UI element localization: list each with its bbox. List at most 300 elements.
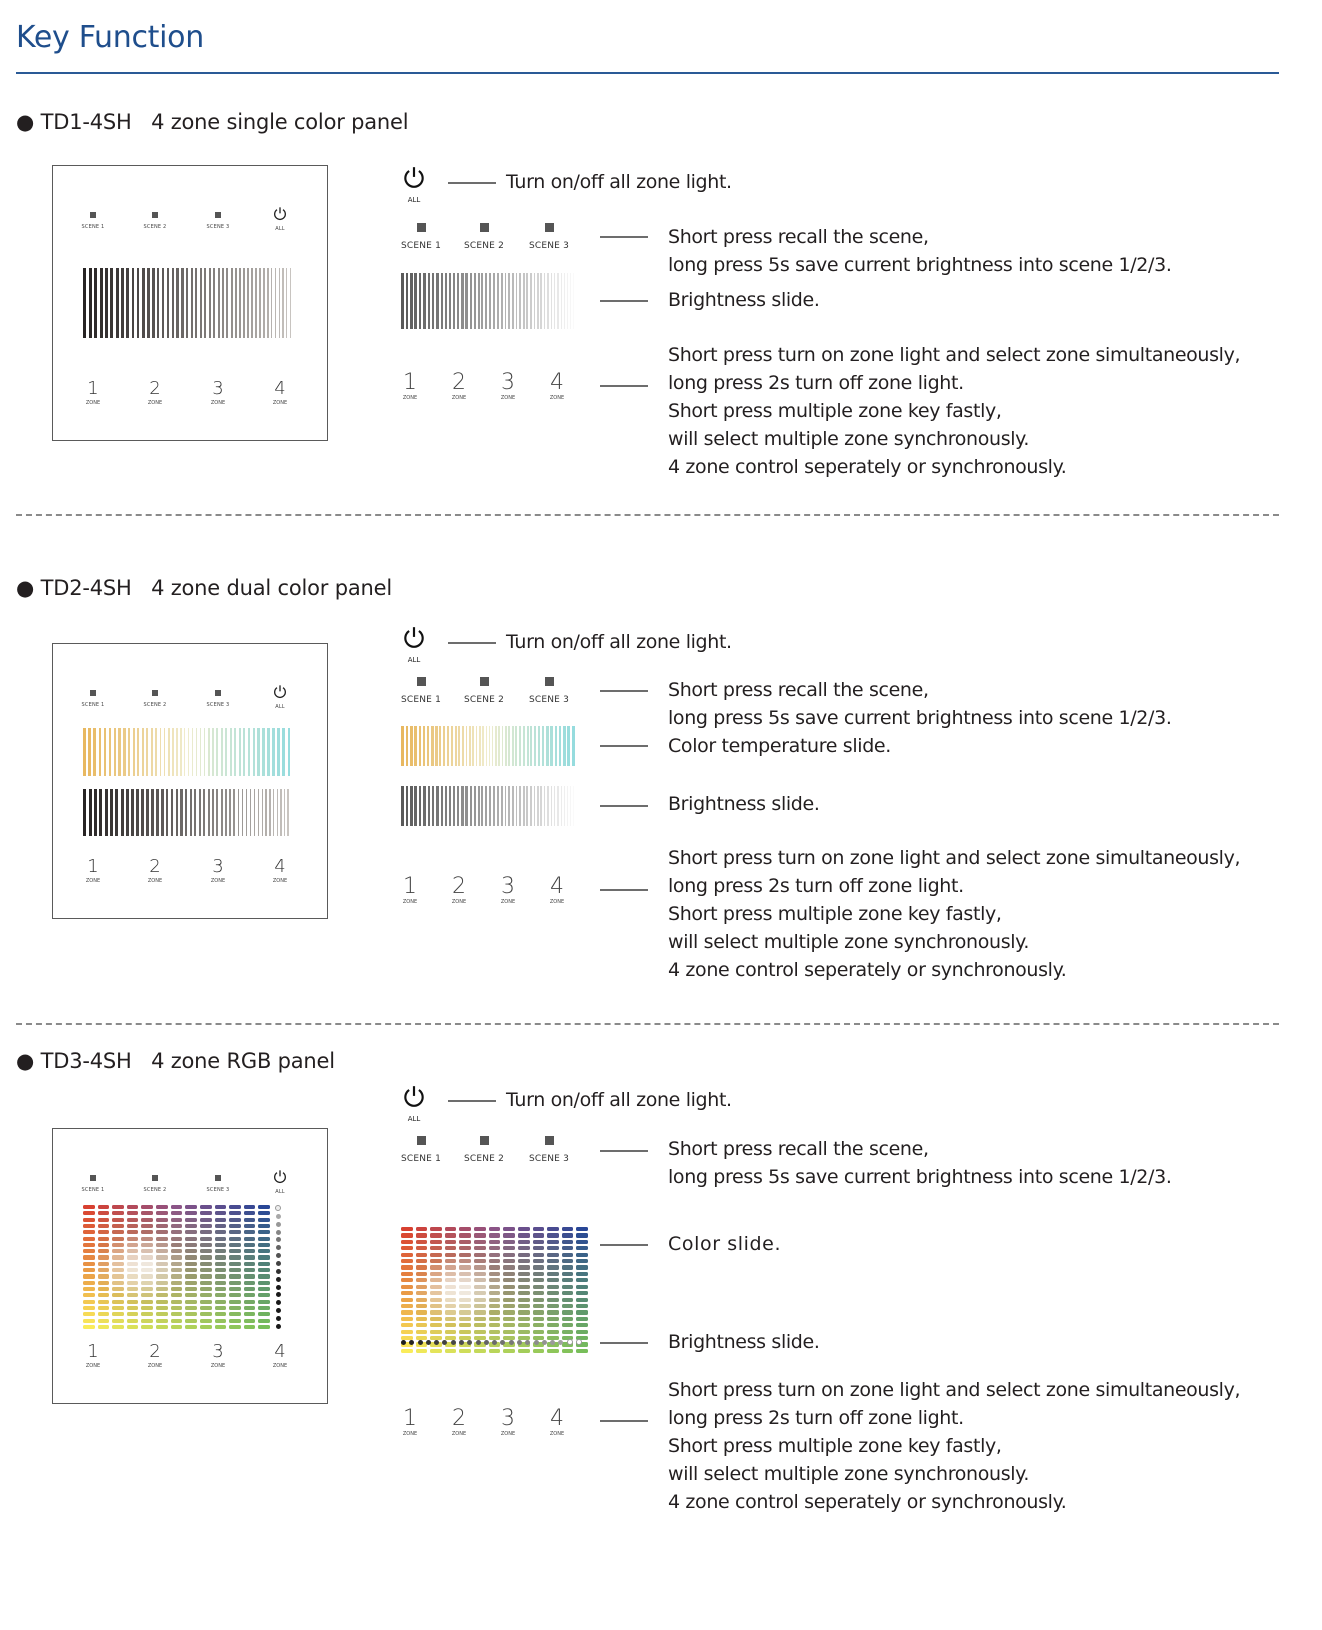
panel-zone-2-key: 2 ZONE (147, 378, 163, 406)
color-cell (430, 1227, 442, 1231)
color-cell (185, 1224, 197, 1228)
slider-bar (435, 726, 437, 766)
color-cell (547, 1227, 559, 1231)
color-cell (562, 1310, 574, 1314)
brightness-dot (459, 1340, 464, 1345)
slider-bar (493, 786, 495, 826)
color-cell (547, 1233, 559, 1237)
color-cell (200, 1293, 212, 1297)
leader-line (600, 1420, 648, 1422)
color-cell (258, 1230, 270, 1234)
color-cell (489, 1259, 501, 1263)
slider-bar (99, 789, 102, 836)
color-cell (562, 1304, 574, 1308)
color-cell (416, 1330, 428, 1334)
slider-bar (105, 268, 108, 338)
slider-bar (168, 728, 170, 776)
color-cell (547, 1298, 559, 1302)
color-cell (171, 1230, 183, 1234)
color-cell (445, 1285, 457, 1289)
color-cell (518, 1291, 530, 1295)
color-cell (503, 1323, 515, 1327)
color-cell (83, 1205, 95, 1209)
slider-bar (190, 789, 192, 836)
color-cell (489, 1317, 501, 1321)
color-cell (112, 1268, 124, 1272)
color-cell (459, 1304, 471, 1308)
color-cell (474, 1285, 486, 1289)
color-cell (200, 1300, 212, 1304)
slider-bar (225, 728, 227, 776)
slider-bar (259, 268, 261, 338)
slider-bar (167, 268, 169, 338)
slider-bar (142, 268, 145, 338)
color-cell (83, 1319, 95, 1323)
color-cell (533, 1259, 545, 1263)
color-cell (200, 1205, 212, 1209)
brightness-dot (434, 1340, 439, 1345)
color-cell (229, 1249, 241, 1253)
color-cell (98, 1218, 110, 1222)
color-cell (141, 1224, 153, 1228)
slider-bar (476, 726, 478, 766)
scene-indicator-icon (545, 223, 554, 232)
color-cell (401, 1285, 413, 1289)
color-cell (127, 1224, 139, 1228)
slider-bar (523, 786, 525, 826)
color-cell (156, 1230, 168, 1234)
color-cell (416, 1246, 428, 1250)
color-cell (401, 1304, 413, 1308)
color-cell (112, 1249, 124, 1253)
color-cell (547, 1278, 559, 1282)
slider-bar (497, 786, 499, 826)
slider-bar (554, 273, 555, 329)
scene-label: SCENE 3 (206, 224, 230, 230)
color-cell (430, 1310, 442, 1314)
brightness-dot (401, 1340, 406, 1345)
slider-bar (83, 268, 86, 338)
color-cell (215, 1281, 227, 1285)
color-cell (547, 1323, 559, 1327)
slider-bar (209, 268, 211, 338)
color-cell (83, 1237, 95, 1241)
slider-bar (501, 273, 503, 329)
color-cell (489, 1240, 501, 1244)
slider-bar (286, 268, 287, 338)
slider-bar (547, 273, 548, 329)
section-divider (16, 514, 1279, 516)
brightness-dot (276, 1245, 281, 1250)
color-cell (445, 1330, 457, 1334)
color-cell (503, 1259, 515, 1263)
color-cell (244, 1293, 256, 1297)
slider-bar (561, 786, 562, 826)
scene-indicator-icon (417, 1136, 426, 1145)
color-cell (83, 1281, 95, 1285)
color-cell (503, 1278, 515, 1282)
slider-bar (419, 786, 421, 826)
color-cell (445, 1253, 457, 1257)
slider-bar (171, 789, 173, 836)
desc-brightness: Brightness slide. (668, 793, 820, 815)
slider-bar (505, 726, 507, 766)
brightness-slider-graphic (83, 789, 289, 836)
slider-bar (540, 273, 542, 329)
brightness-dot (426, 1340, 431, 1345)
color-cell (156, 1255, 168, 1259)
slider-bar (570, 273, 571, 329)
color-cell (215, 1243, 227, 1247)
diagram-zone-3: 3 ZONE (500, 874, 516, 905)
color-cell (258, 1293, 270, 1297)
power-icon (401, 1084, 427, 1110)
color-cell (127, 1243, 139, 1247)
slider-bar (141, 789, 144, 836)
color-cell (503, 1304, 515, 1308)
color-cell (98, 1230, 110, 1234)
color-cell (83, 1249, 95, 1253)
color-cell (98, 1325, 110, 1329)
color-cell (215, 1268, 227, 1272)
brightness-dot (467, 1340, 472, 1345)
slider-bar (497, 273, 499, 329)
color-cell (503, 1285, 515, 1289)
color-cell (562, 1323, 574, 1327)
brightness-dot (276, 1285, 281, 1290)
color-cell (215, 1325, 227, 1329)
slider-bar (470, 273, 472, 329)
color-cell (112, 1230, 124, 1234)
leader-line (600, 1342, 648, 1344)
color-cell (503, 1291, 515, 1295)
color-cell (576, 1272, 588, 1276)
slider-bar (216, 789, 218, 836)
color-cell (185, 1255, 197, 1259)
color-cell (258, 1262, 270, 1266)
color-cell (459, 1259, 471, 1263)
slider-bar (100, 268, 103, 338)
slider-bar (284, 789, 285, 836)
slider-bar (436, 273, 438, 329)
color-cell (127, 1262, 139, 1266)
color-cell (156, 1293, 168, 1297)
color-cell (445, 1310, 457, 1314)
color-cell (244, 1230, 256, 1234)
color-cell (445, 1227, 457, 1231)
color-cell (171, 1293, 183, 1297)
color-cell (474, 1259, 486, 1263)
slider-bar (229, 789, 231, 836)
slider-bar (481, 273, 483, 329)
color-cell (171, 1249, 183, 1253)
slider-bar (128, 728, 130, 776)
slider-bar (555, 726, 558, 766)
slider-bar (445, 786, 447, 826)
slider-bar (428, 786, 430, 826)
slider-bar (176, 268, 178, 338)
color-cell (547, 1304, 559, 1308)
color-cell (185, 1325, 197, 1329)
slider-bar (495, 726, 497, 766)
color-cell (518, 1233, 530, 1237)
color-cell (171, 1243, 183, 1247)
color-cell (141, 1281, 153, 1285)
color-cell (229, 1293, 241, 1297)
slider-bar (161, 789, 164, 836)
color-cell (474, 1323, 486, 1327)
color-cell (83, 1218, 95, 1222)
color-cell (171, 1287, 183, 1291)
color-cell (141, 1249, 153, 1253)
brightness-dot (550, 1340, 555, 1345)
color-cell (171, 1205, 183, 1209)
color-cell (445, 1272, 457, 1276)
color-cell (258, 1281, 270, 1285)
page-title: Key Function (16, 20, 204, 55)
color-cell (215, 1287, 227, 1291)
color-cell (562, 1317, 574, 1321)
color-cell (229, 1224, 241, 1228)
slider-bar (94, 789, 97, 836)
diagram-zone-1: 1 ZONE (402, 370, 418, 401)
scene-indicator-icon (545, 1136, 554, 1145)
all-label: ALL (275, 226, 285, 232)
color-cell (562, 1330, 574, 1334)
diagram-zone-4: 4 ZONE (549, 1406, 565, 1437)
scene-indicator-icon (152, 690, 158, 696)
color-cell (244, 1319, 256, 1323)
color-cell (215, 1274, 227, 1278)
color-cell (83, 1274, 95, 1278)
brightness-dot (500, 1340, 505, 1345)
color-cell (445, 1246, 457, 1250)
slider-bar (221, 728, 223, 776)
color-cell (401, 1240, 413, 1244)
color-cell (533, 1240, 545, 1244)
color-cell (98, 1306, 110, 1310)
color-cell (171, 1281, 183, 1285)
color-cell (200, 1262, 212, 1266)
slider-bar (123, 728, 125, 776)
color-slider-graphic (83, 1205, 270, 1329)
color-cell (141, 1325, 153, 1329)
slider-bar (534, 786, 536, 826)
leader-line (448, 642, 496, 644)
slider-bar (554, 786, 555, 826)
color-cell (518, 1310, 530, 1314)
color-cell (489, 1285, 501, 1289)
color-cell (562, 1285, 574, 1289)
brightness-dot (276, 1214, 281, 1219)
color-cell (141, 1287, 153, 1291)
color-temperature-slider-graphic (401, 726, 575, 766)
power-icon (401, 165, 427, 191)
slider-bar (212, 789, 214, 836)
brightness-dot (276, 1237, 281, 1242)
slider-bar (512, 786, 514, 826)
scene-indicator-icon (480, 223, 489, 232)
panel-zone-2-key: 2 ZONE (147, 856, 163, 884)
color-cell (547, 1246, 559, 1250)
slider-bar (567, 726, 570, 766)
slider-bar (176, 789, 178, 836)
power-icon (272, 1169, 288, 1185)
color-cell (503, 1227, 515, 1231)
slider-bar (166, 789, 168, 836)
slider-bar (216, 728, 218, 776)
color-cell (416, 1291, 428, 1295)
color-cell (200, 1319, 212, 1323)
color-cell (576, 1304, 588, 1308)
color-cell (489, 1265, 501, 1269)
color-cell (518, 1285, 530, 1289)
color-cell (127, 1237, 139, 1241)
slider-bar (151, 789, 154, 836)
color-cell (445, 1291, 457, 1295)
color-cell (416, 1349, 428, 1353)
panel-zone-1-key: 1 ZONE (85, 1341, 101, 1369)
color-cell (445, 1323, 457, 1327)
slider-bar (280, 789, 281, 836)
color-cell (430, 1291, 442, 1295)
diagram-scene-2: SCENE 2 (459, 223, 509, 251)
slider-bar (225, 789, 227, 836)
color-cell (489, 1298, 501, 1302)
diagram-zone-3: 3 ZONE (500, 1406, 516, 1437)
color-cell (185, 1281, 197, 1285)
color-cell (83, 1262, 95, 1266)
brightness-slider-graphic (401, 273, 575, 329)
color-cell (244, 1237, 256, 1241)
color-cell (416, 1227, 428, 1231)
color-cell (98, 1211, 110, 1215)
color-cell (518, 1278, 530, 1282)
brightness-dot (276, 1230, 281, 1235)
color-cell (576, 1227, 588, 1231)
color-cell (430, 1349, 442, 1353)
slider-bar (502, 726, 504, 766)
leader-line (600, 236, 648, 238)
td2-panel-illustration (52, 643, 328, 919)
color-cell (503, 1349, 515, 1353)
slider-bar (457, 786, 459, 826)
color-cell (83, 1211, 95, 1215)
brightness-dot (276, 1222, 281, 1227)
color-cell (459, 1278, 471, 1282)
color-cell (98, 1274, 110, 1278)
color-cell (489, 1323, 501, 1327)
color-cell (401, 1310, 413, 1314)
slider-bar (493, 273, 495, 329)
diagram-scene-3: SCENE 3 (524, 677, 574, 705)
color-cell (518, 1323, 530, 1327)
slider-bar (453, 273, 455, 329)
color-cell (576, 1323, 588, 1327)
brightness-dot (276, 1269, 281, 1274)
slider-bar (279, 268, 280, 338)
desc-zone: Short press turn on zone light and select zone simultaneously, long press 2s turn off zone light. Short press multiple zone key fastly, will select multiple zone synchronously. 4 zone control seperately or synchronously. (668, 1379, 1241, 1513)
slider-bar (537, 786, 539, 826)
color-cell (576, 1285, 588, 1289)
color-cell (112, 1205, 124, 1209)
slider-bar (465, 273, 467, 329)
color-cell (401, 1259, 413, 1263)
slider-bar (534, 273, 536, 329)
slider-bar (516, 273, 518, 329)
slider-bar (191, 268, 193, 338)
color-cell (98, 1224, 110, 1228)
color-cell (185, 1237, 197, 1241)
slider-bar (164, 728, 166, 776)
color-cell (518, 1330, 530, 1334)
color-cell (576, 1240, 588, 1244)
slider-bar (508, 786, 510, 826)
slider-bar (427, 726, 429, 766)
color-cell (430, 1253, 442, 1257)
color-cell (229, 1274, 241, 1278)
color-cell (533, 1246, 545, 1250)
diagram-zone-4: 4 ZONE (549, 370, 565, 401)
slider-bar (561, 273, 562, 329)
slider-bar (550, 726, 552, 766)
color-cell (533, 1317, 545, 1321)
color-cell (200, 1274, 212, 1278)
color-cell (112, 1281, 124, 1285)
color-cell (200, 1312, 212, 1316)
color-cell (171, 1237, 183, 1241)
color-cell (156, 1306, 168, 1310)
slider-bar (176, 728, 178, 776)
color-cell (244, 1249, 256, 1253)
slider-bar (423, 273, 425, 329)
td1-panel-illustration (52, 165, 328, 441)
slider-bar (465, 786, 467, 826)
panel-zone-3-key: 3 ZONE (210, 856, 226, 884)
color-cell (229, 1243, 241, 1247)
color-cell (171, 1306, 183, 1310)
diagram-scene-1: SCENE 1 (396, 677, 446, 705)
slider-bar (195, 268, 197, 338)
color-cell (401, 1246, 413, 1250)
slider-bar (479, 726, 481, 766)
slider-bar (157, 268, 160, 338)
bullet: ● (16, 1049, 35, 1073)
scene-indicator-icon (90, 1175, 96, 1181)
slider-bar (508, 273, 510, 329)
color-cell (489, 1304, 501, 1308)
td3-panel-illustration (52, 1128, 328, 1404)
color-cell (459, 1291, 471, 1295)
slider-bar (156, 789, 159, 836)
panel-scene-2-key: SCENE 2 (135, 1175, 175, 1193)
slider-bar (457, 273, 459, 329)
color-cell (229, 1262, 241, 1266)
slider-bar (151, 728, 153, 776)
slider-bar (226, 268, 228, 338)
power-icon (272, 206, 288, 222)
color-cell (98, 1249, 110, 1253)
slider-bar (523, 726, 525, 766)
all-label: ALL (407, 196, 421, 204)
color-cell (185, 1262, 197, 1266)
color-cell (430, 1240, 442, 1244)
slider-bar (132, 268, 135, 338)
color-cell (98, 1243, 110, 1247)
slider-bar (247, 268, 249, 338)
color-cell (416, 1323, 428, 1327)
slider-bar (218, 268, 220, 338)
